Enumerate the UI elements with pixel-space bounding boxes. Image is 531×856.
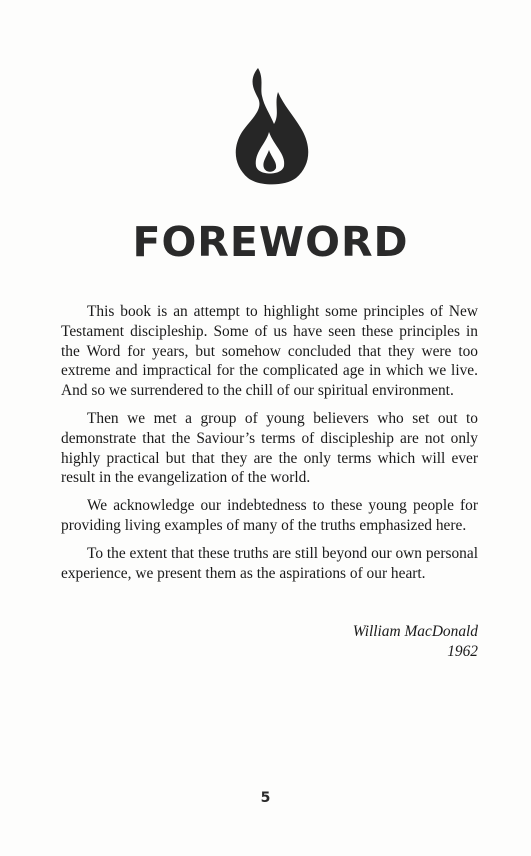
- author-name: William MacDonald: [352, 623, 478, 640]
- paragraph: We acknowledge our indebtedness to these young people for providing living examples of many of the truths emphasized here.: [61, 497, 478, 534]
- paragraph: To the extent that these truths are still beyond our own personal experience, we present them as the aspirations of our heart.: [61, 544, 478, 582]
- page-title: FOREWORD: [132, 218, 409, 266]
- page-number: 5: [260, 790, 271, 806]
- signature-block: [353, 622, 478, 662]
- foreword-body: [61, 302, 478, 591]
- flame-icon: [228, 66, 314, 186]
- paragraph: Then we met a group of young believers who set out to demonstrate that the Saviour’s terms of discipleship are not only highly practical but that they are the only terms which will ever result in the evangelization of the world.: [61, 409, 478, 487]
- signature-year: 1962: [447, 643, 478, 660]
- paragraph: This book is an attempt to highlight some principles of New Testament discipleship. Some of us have seen these principles in the Word for years, but somehow concluded that they were too extreme and impractical for the complicated age in which we live. And so we surrendered to the chill of our spiritual environment.: [61, 303, 478, 400]
